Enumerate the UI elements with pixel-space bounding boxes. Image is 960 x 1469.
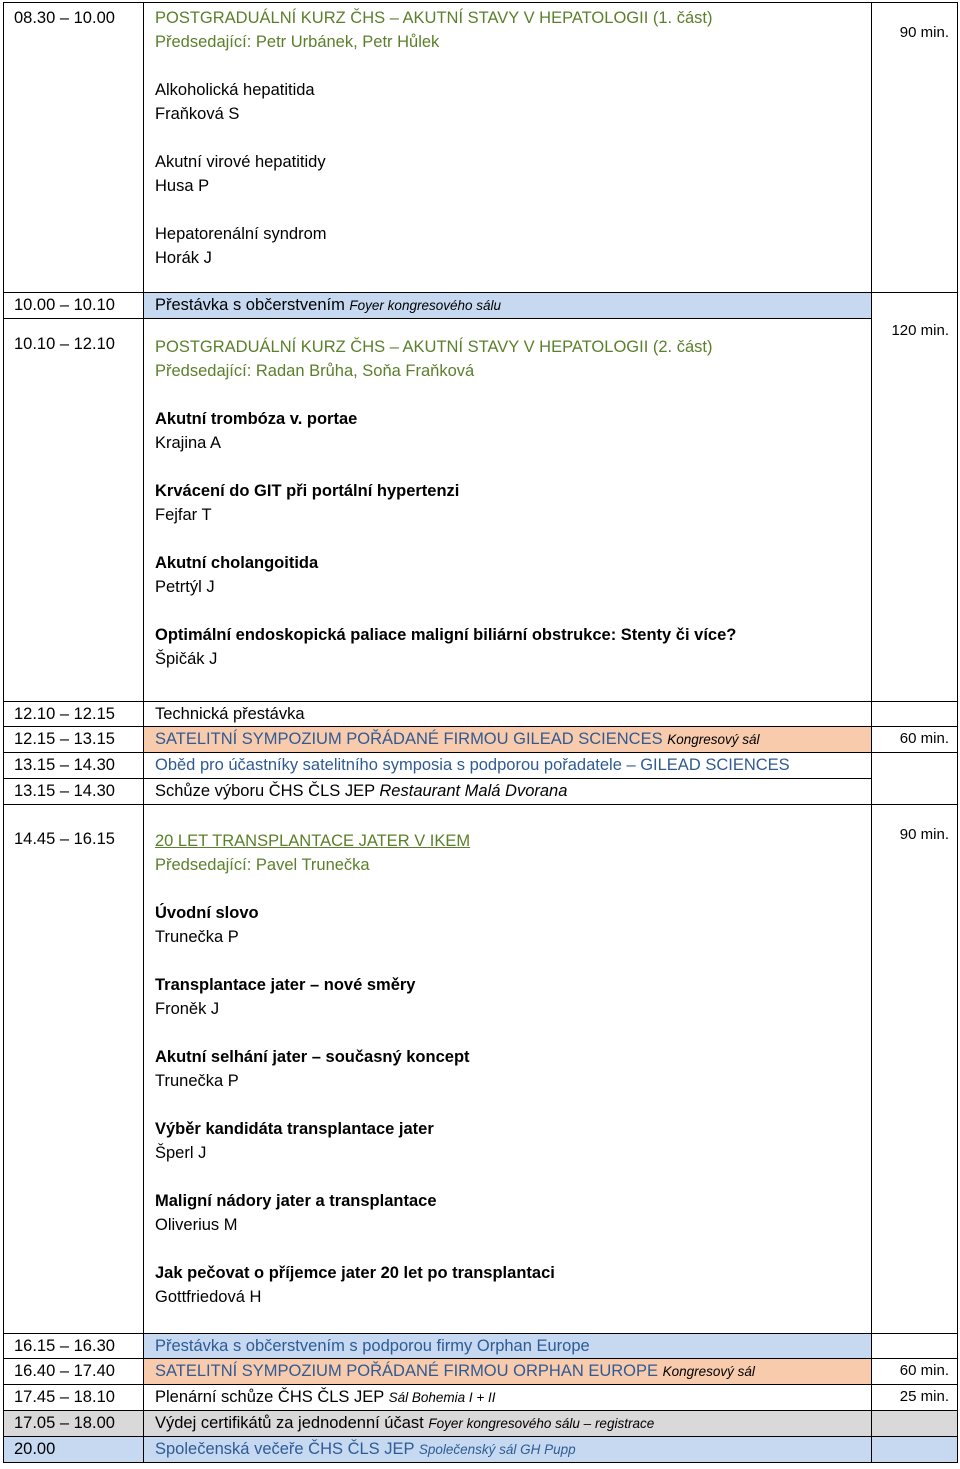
session-title: POSTGRADUÁLNÍ KURZ ČHS – AKUTNÍ STAVY V HEPATOLOGII (1. část) (155, 9, 713, 27)
talk-item (155, 1261, 871, 1309)
talk-title: Optimální endoskopická paliace maligní biliární obstrukce: Stenty či více? (155, 626, 737, 644)
talk-item (155, 1045, 871, 1093)
program-row (4, 1385, 958, 1411)
duration-cell (872, 3, 958, 293)
session-chair: Předsedající: Pavel Trunečka (155, 856, 370, 874)
symposium-text: SATELITNÍ SYMPOZIUM POŘÁDANÉ FIRMOU GILEAD SCIENCES (155, 730, 663, 748)
dinner-text: Společenská večeře ČHS ČLS JEP (155, 1440, 415, 1458)
time-cell: 17.45 – 18.10 (4, 1385, 144, 1411)
time-cell: 16.15 – 16.30 (4, 1334, 144, 1359)
program-table (3, 2, 958, 1463)
talk-item (155, 901, 871, 949)
talk-item (155, 973, 871, 1021)
duration-cell (872, 1437, 958, 1463)
time-cell (4, 3, 144, 293)
dinner-place: Společenský sál GH Pupp (418, 1442, 576, 1457)
talk-title: Krvácení do GIT při portální hypertenzi (155, 482, 460, 500)
talk-speaker: Horák J (155, 249, 212, 267)
talk-speaker: Trunečka P (155, 928, 239, 946)
program-row (4, 1334, 958, 1359)
time-cell: 12.10 – 12.15 (4, 702, 144, 727)
talk-item (155, 407, 871, 455)
talk-title: Jak pečovat o příjemce jater 20 let po transplantaci (155, 1264, 555, 1282)
program-row (4, 1411, 958, 1437)
talk-item (155, 551, 871, 599)
program-row (4, 1437, 958, 1463)
program-row (4, 753, 958, 779)
dinner-cell (144, 1437, 872, 1463)
break-cell: Přestávka s občerstvením s podporou firmy Orphan Europe (144, 1334, 872, 1359)
talk-speaker: Špičák J (155, 650, 218, 668)
time-text: 14.45 – 16.15 (14, 830, 115, 848)
symposium-place: Kongresový sál (662, 1364, 755, 1379)
talk-item (155, 623, 871, 671)
time-cell: 13.15 – 14.30 (4, 753, 144, 779)
talk-title: Úvodní slovo (155, 904, 259, 922)
talk-title: Akutní selhání jater – současný koncept (155, 1048, 470, 1066)
meeting-place: Restaurant Malá Dvorana (379, 782, 568, 800)
session-title: POSTGRADUÁLNÍ KURZ ČHS – AKUTNÍ STAVY V HEPATOLOGII (2. část) (155, 338, 713, 356)
talk-speaker: Petrtýl J (155, 578, 215, 596)
duration-cell: 60 min. (872, 1359, 958, 1385)
program-row (4, 3, 958, 293)
talk-speaker: Fejfar T (155, 506, 212, 524)
session-cell (144, 3, 872, 293)
duration-text: 90 min. (899, 24, 949, 41)
duration-cell (872, 1334, 958, 1359)
plenary-text: Plenární schůze ČHS ČLS JEP (155, 1388, 384, 1406)
program-row (4, 779, 958, 805)
certificates-cell (144, 1411, 872, 1437)
talk-speaker: Froněk J (155, 1000, 220, 1018)
time-cell: 16.40 – 17.40 (4, 1359, 144, 1385)
talk-item (155, 222, 871, 270)
talk-title: Výběr kandidáta transplantace jater (155, 1120, 434, 1138)
duration-cell: 25 min. (872, 1385, 958, 1411)
certificates-place: Foyer kongresového sálu – registrace (428, 1416, 655, 1431)
symposium-cell (144, 727, 872, 753)
plenary-place: Sál Bohemia I + II (388, 1390, 496, 1405)
break-cell: Technická přestávka (144, 702, 872, 727)
duration-text: 120 min. (891, 322, 949, 339)
talk-speaker: Krajina A (155, 434, 222, 452)
time-text: 08.30 – 10.00 (14, 9, 115, 27)
talk-title: Alkoholická hepatitida (155, 81, 315, 99)
plenary-cell (144, 1385, 872, 1411)
program-row (4, 319, 958, 702)
lunch-cell: Oběd pro účastníky satelitního symposia s podporou pořadatele – GILEAD SCIENCES (144, 753, 872, 779)
talk-speaker: Trunečka P (155, 1072, 239, 1090)
time-cell: 12.15 – 13.15 (4, 727, 144, 753)
talk-item (155, 479, 871, 527)
talk-title: Akutní trombóza v. portae (155, 410, 358, 428)
talk-item (155, 1117, 871, 1165)
time-cell (4, 319, 144, 702)
time-cell: 17.05 – 18.00 (4, 1411, 144, 1437)
duration-cell (872, 1411, 958, 1437)
meeting-cell (144, 779, 872, 805)
session-cell (144, 805, 872, 1334)
duration-cell (872, 293, 958, 702)
talk-title: Akutní cholangoitida (155, 554, 319, 572)
certificates-text: Výdej certifikátů za jednodenní účast (155, 1414, 424, 1432)
talk-speaker: Gottfriedová H (155, 1288, 262, 1306)
symposium-text: SATELITNÍ SYMPOZIUM POŘÁDANÉ FIRMOU ORPHAN EUROPE (155, 1362, 659, 1380)
duration-cell (872, 702, 958, 727)
talk-item (155, 150, 871, 198)
program-row (4, 702, 958, 727)
talk-item (155, 1189, 871, 1237)
talk-title: Akutní virové hepatitidy (155, 153, 326, 171)
duration-text: 90 min. (899, 826, 949, 843)
time-text: 10.10 – 12.10 (14, 335, 115, 353)
break-place: Foyer kongresového sálu (349, 298, 502, 313)
symposium-place: Kongresový sál (667, 732, 760, 747)
time-cell (4, 805, 144, 1334)
time-cell: 20.00 (4, 1437, 144, 1463)
break-cell (144, 293, 872, 319)
program-row (4, 1359, 958, 1385)
symposium-cell (144, 1359, 872, 1385)
time-cell: 10.00 – 10.10 (4, 293, 144, 319)
talk-title: Maligní nádory jater a transplantace (155, 1192, 437, 1210)
session-chair: Předsedající: Radan Brůha, Soňa Fraňková (155, 362, 475, 380)
time-cell: 13.15 – 14.30 (4, 779, 144, 805)
talk-title: Transplantace jater – nové směry (155, 976, 416, 994)
duration-cell (872, 805, 958, 1334)
session-title: 20 LET TRANSPLANTACE JATER V IKEM (155, 832, 471, 850)
program-row (4, 293, 958, 319)
break-text: Přestávka s občerstvením (155, 296, 345, 314)
session-chair: Předsedající: Petr Urbánek, Petr Hůlek (155, 33, 440, 51)
talk-title: Hepatorenální syndrom (155, 225, 327, 243)
duration-cell: 60 min. (872, 727, 958, 753)
session-cell (144, 319, 872, 702)
talk-speaker: Oliverius M (155, 1216, 238, 1234)
meeting-text: Schůze výboru ČHS ČLS JEP (155, 782, 375, 800)
program-row (4, 805, 958, 1334)
talk-speaker: Fraňková S (155, 105, 240, 123)
talk-item (155, 78, 871, 126)
talk-speaker: Šperl J (155, 1144, 207, 1162)
talk-speaker: Husa P (155, 177, 210, 195)
duration-cell (872, 753, 958, 805)
program-row (4, 727, 958, 753)
